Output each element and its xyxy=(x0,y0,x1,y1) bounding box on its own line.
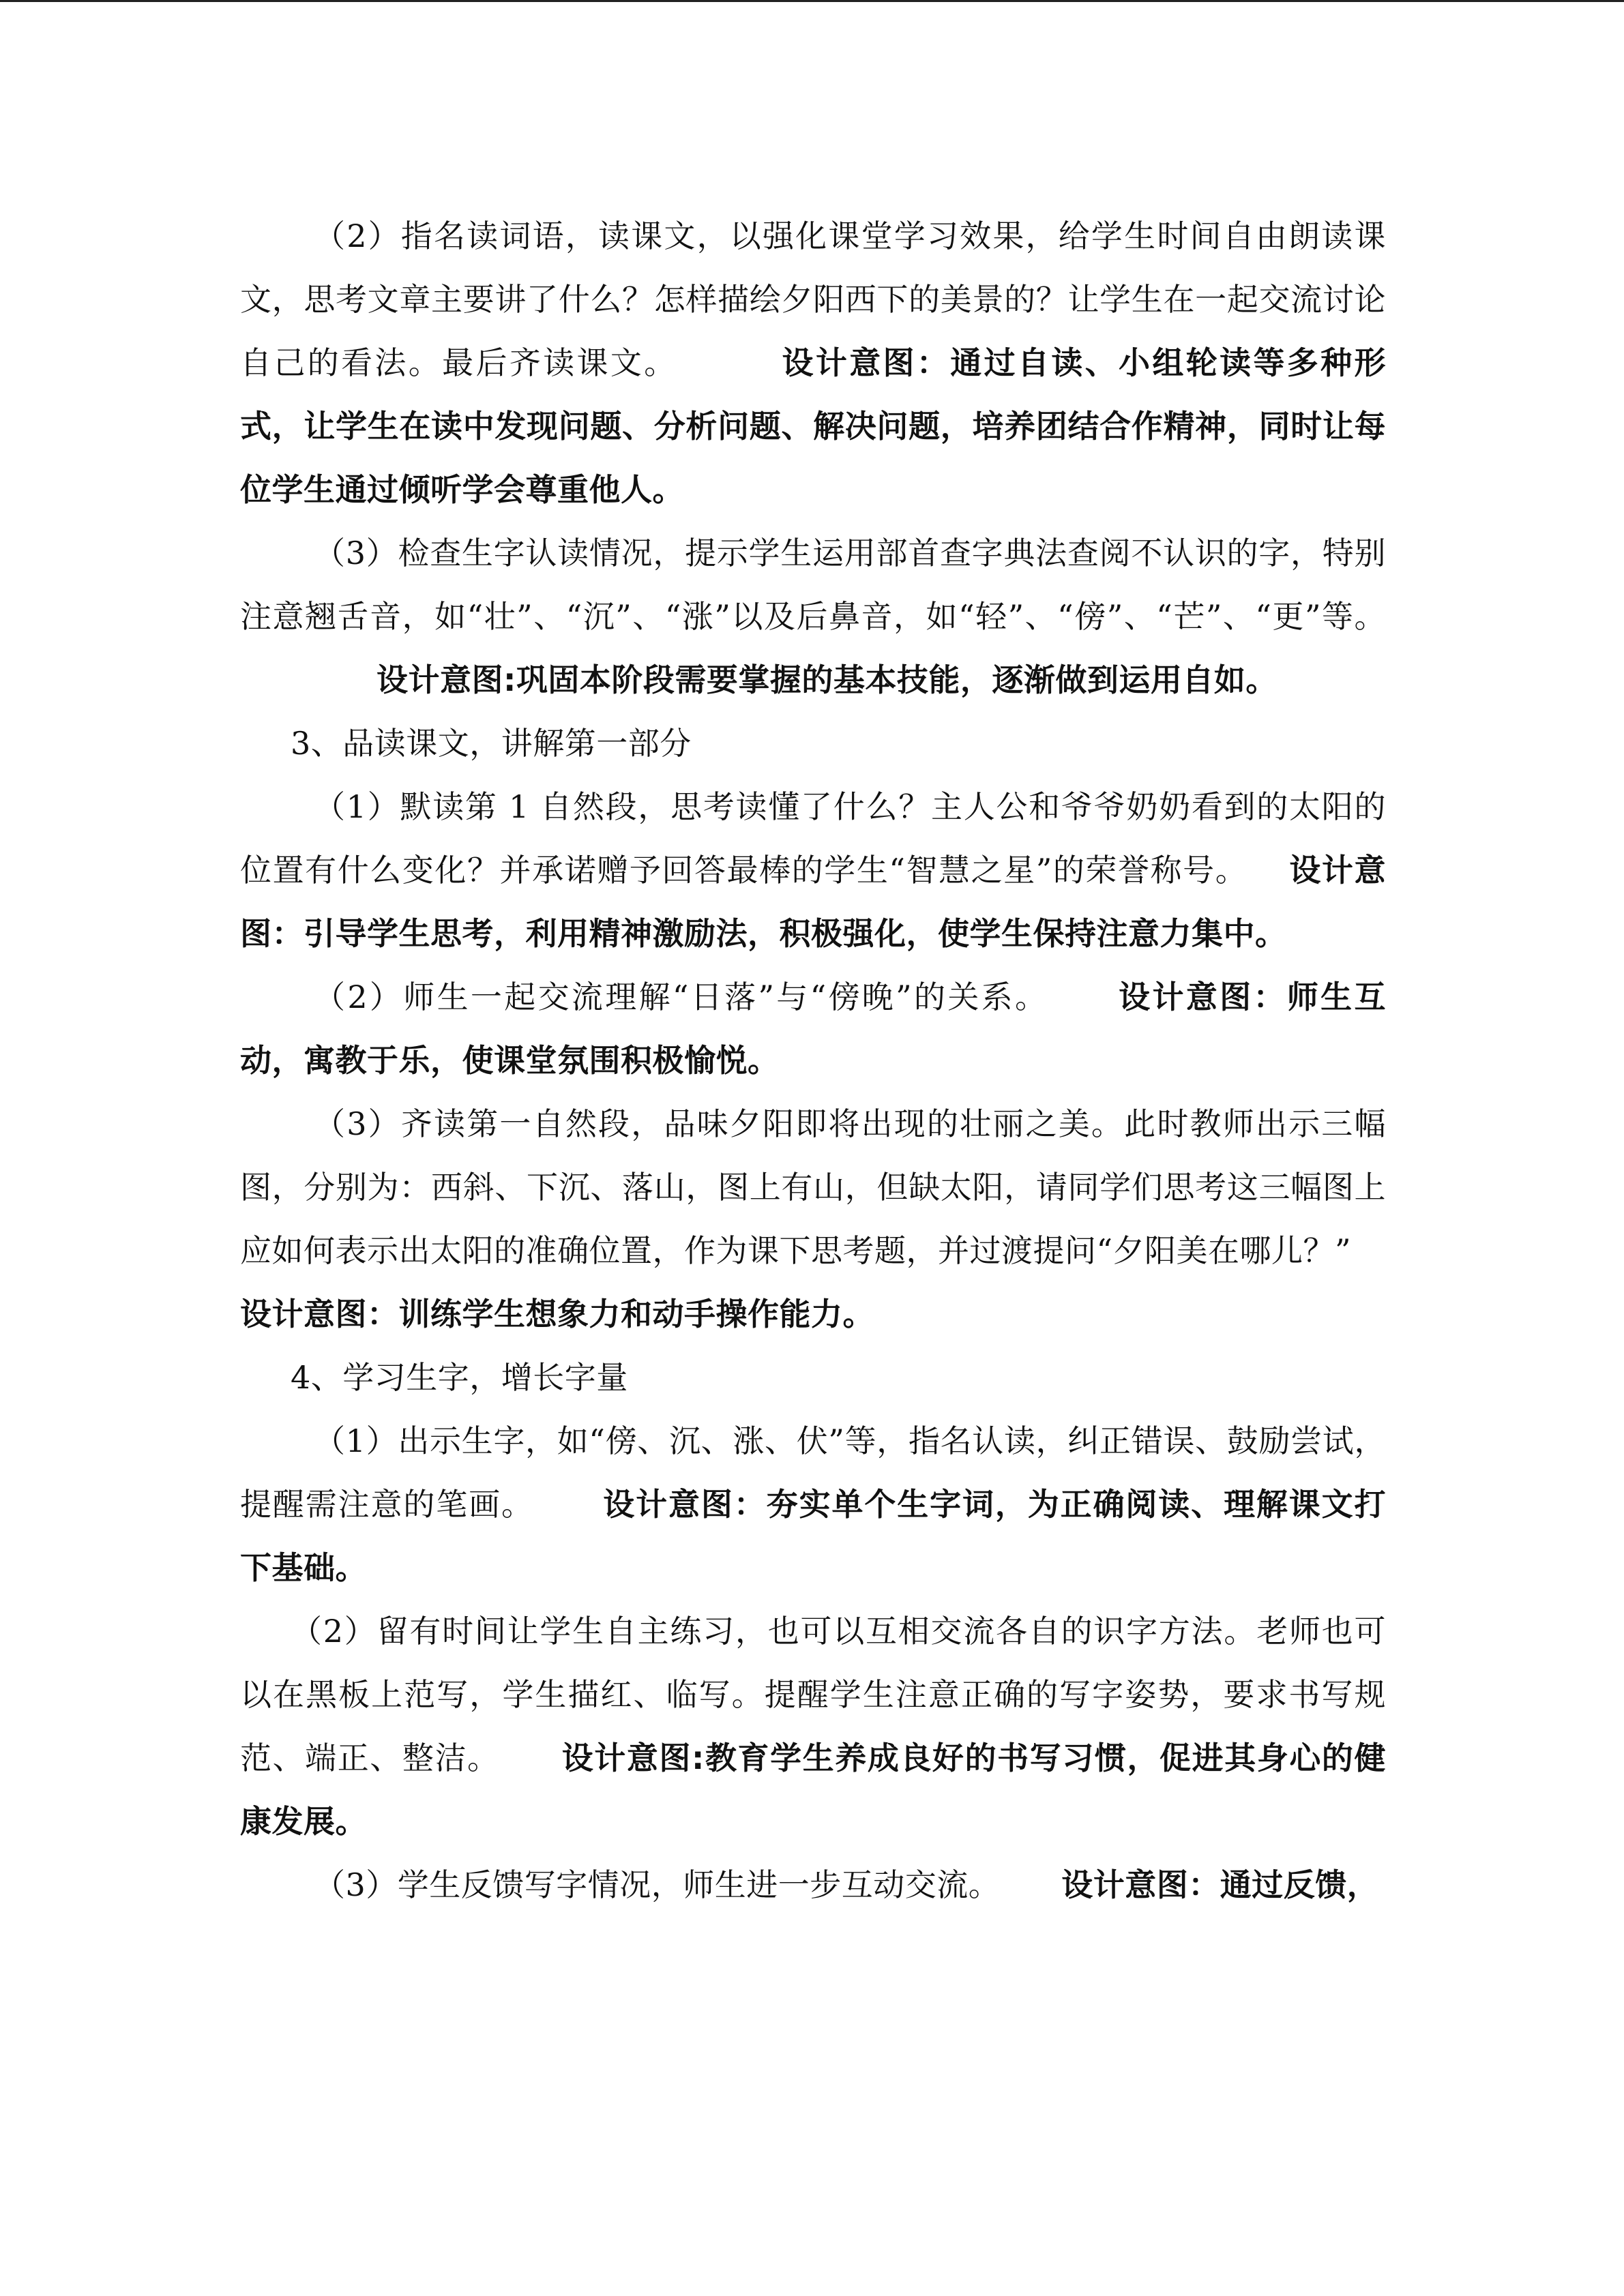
paragraph-text: （1）出示生字，如“傍、沉、涨、伏”等，指名认读，纠正错误、鼓励尝试，提醒需注意的笔画。 xyxy=(240,1422,1386,1523)
paragraph-text: （3）学生反馈写字情况，师生进一步互动交流。 xyxy=(314,1866,1001,1903)
design-intent: 设计意图：通过反馈， xyxy=(1061,1866,1379,1903)
paragraph-text: （1）默读第 1 自然段，思考读懂了什么？主人公和爷爷奶奶看到的太阳的位置有什么变化？并承诺赠予回答最棒的学生“智慧之星”的荣誉称号。 xyxy=(240,788,1386,889)
paragraph-feedback xyxy=(240,1853,1386,1917)
paragraph-new-characters xyxy=(240,1410,1386,1600)
paragraph-text: （2）师生一起交流理解“日落”与“傍晚”的关系。 xyxy=(314,979,1049,1015)
section-heading-4 xyxy=(240,1346,1386,1410)
paragraph-read-aloud xyxy=(240,205,1386,522)
paragraph-silent-reading xyxy=(240,775,1386,966)
design-intent: 设计意图:教育学生养成良好的书写习惯，促进其身心的健康发展。 xyxy=(240,1740,1387,1840)
section-heading-text: 4、学习生字，增长字量 xyxy=(291,1359,628,1396)
page-top-border xyxy=(0,0,1624,2)
paragraph-text: （2）指名读词语，读课文，以强化课堂学习效果，给学生时间自由朗读课文，思考文章主要讲了什么？怎样描绘夕阳西下的美景的？让学生在一起交流讨论自己的看法。最后齐读课文。 xyxy=(240,218,1386,381)
paragraph-discussion xyxy=(240,966,1386,1092)
design-intent: 设计意图:巩固本阶段需要掌握的基本技能，逐渐做到运用自如。 xyxy=(377,661,1278,698)
document-body xyxy=(240,205,1386,1917)
paragraph-character-check xyxy=(240,522,1386,712)
design-intent: 设计意图：夯实单个生字词，为正确阅读、理解课文打下基础。 xyxy=(240,1486,1387,1586)
design-intent: 设计意图：师生互动，寓教于乐，使课堂氛围积极愉悦。 xyxy=(240,979,1386,1079)
paragraph-group-reading xyxy=(240,1092,1386,1283)
section-heading-3 xyxy=(240,712,1386,775)
paragraph-text: （2）留有时间让学生自主练习，也可以互相交流各自的识字方法。老师也可以在黑板上范写，学生描红、临写。提醒学生注意正确的写字姿势，要求书写规范、端正、整洁。 xyxy=(240,1613,1386,1776)
section-heading-text: 3、品读课文，讲解第一部分 xyxy=(291,725,692,762)
design-intent: 设计意图：引导学生思考，利用精神激励法，积极强化，使学生保持注意力集中。 xyxy=(240,852,1386,952)
design-intent: 设计意图：训练学生想象力和动手操作能力。 xyxy=(240,1296,874,1332)
paragraph-text: （3）齐读第一自然段，品味夕阳即将出现的壮丽之美。此时教师出示三幅图，分别为：西斜、下沉、落山，图上有山，但缺太阳，请同学们思考这三幅图上应如何表示出太阳的准确位置，作为课下思考题，并过渡提问“夕阳美在哪儿？” xyxy=(240,1105,1386,1269)
paragraph-intent-only xyxy=(240,1283,1386,1346)
design-intent: 设计意图：通过自读、小组轮读等多种形式，让学生在读中发现问题、分析问题、解决问题，培养团结合作精神，同时让每位学生通过倾听学会尊重他人。 xyxy=(240,344,1387,508)
paragraph-writing-practice xyxy=(240,1600,1386,1853)
paragraph-text: （3）检查生字认读情况，提示学生运用部首查字典法查阅不认识的字，特别注意翘舌音，如“壮”、“沉”、“涨”以及后鼻音，如“轻”、“傍”、“芒”、“更”等。 xyxy=(240,535,1386,635)
